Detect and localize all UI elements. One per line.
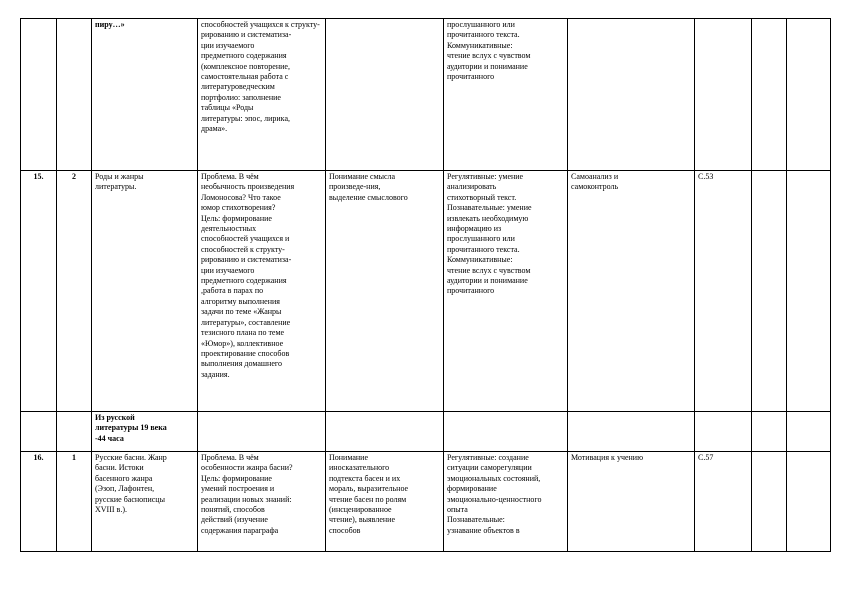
table-row (21, 171, 831, 412)
lesson-number (21, 412, 57, 452)
personal-results (568, 19, 695, 171)
empty-cell (787, 412, 831, 452)
lesson-topic: Роды и жанры литературы. (92, 171, 198, 412)
subject-results: Понимание смысла произведе-ния, выделение смыслового (326, 171, 444, 412)
lesson-topic: Русские басни. Жанр басни. Истоки басенного жанра (Эзоп, Лафонтен, русские баснописцы XVIII в.). (92, 452, 198, 552)
subject-results: Понимание иносказательного подтекста басен и их мораль, выразительное чтение басен по ролям (инсценированное чтение), выявление способов (326, 452, 444, 552)
lesson-content: способностей учащихся к структу- рированию и систематиза- ции изучаемого предметного содержания (комплексное повторение, самостоятельная работа с литературоведческим портфолио: заполнение таблицы «Роды литературы: эпос, лирика, драма». (198, 19, 326, 171)
personal-results: Самоанализ и самоконтроль (568, 171, 695, 412)
metasubject-results (444, 412, 568, 452)
lesson-content: Проблема. В чём необычность произведения Ломоносова? Что такое юмор стихотворения? Цель: формирование деятельностных способностей учащихся и способностей к структу- рированию и систематиза- ции изучаемого предметного содержания ,работа в парах по алгоритму выполнения задачи по теме «Жанры литературы», составление тезисного плана по теме «Юмор»), коллективное проектирование способов выполнения домашнего задания. (198, 171, 326, 412)
empty-cell (752, 19, 787, 171)
empty-cell (787, 19, 831, 171)
lesson-topic: пиру…» (92, 19, 198, 171)
empty-cell (752, 171, 787, 412)
lesson-number (21, 19, 57, 171)
empty-cell (752, 412, 787, 452)
empty-cell (787, 452, 831, 552)
metasubject-results: Регулятивные: умение анализировать стихотворный текст. Познавательные: умение извлекать необходимую информацию из прослушанного или прочитанного текста. Коммуникативные: чтение вслух с чувством аудитории и понимание прочитанного (444, 171, 568, 412)
metasubject-results: прослушанного или прочитанного текста. Коммуникативные: чтение вслух с чувством аудитории и понимание прочитанного (444, 19, 568, 171)
lesson-hours: 2 (57, 171, 92, 412)
personal-results (568, 412, 695, 452)
lesson-content: Проблема. В чём особенности жанра басни? Цель: формирование умений построения и реализации новых знаний: понятий, способов действий (изучение содержания параграфа (198, 452, 326, 552)
subject-results (326, 412, 444, 452)
table-row (21, 19, 831, 171)
subject-results (326, 19, 444, 171)
section-header-row (21, 412, 831, 452)
homework: С.57 (695, 452, 752, 552)
lesson-hours (57, 19, 92, 171)
empty-cell (752, 452, 787, 552)
lesson-number: 15. (21, 171, 57, 412)
homework (695, 412, 752, 452)
lesson-plan-table (20, 18, 831, 552)
personal-results: Мотивация к учению (568, 452, 695, 552)
metasubject-results: Регулятивные: создание ситуации саморегуляции эмоциональных состояний, формирование эмоционально-ценностного опыта Познавательные: узнавание объектов в (444, 452, 568, 552)
section-title: Из русской литературы 19 века -44 часа (92, 412, 198, 452)
lesson-content (198, 412, 326, 452)
lesson-number: 16. (21, 452, 57, 552)
empty-cell (787, 171, 831, 412)
table-row (21, 452, 831, 552)
lesson-hours: 1 (57, 452, 92, 552)
lesson-hours (57, 412, 92, 452)
homework: С.53 (695, 171, 752, 412)
homework (695, 19, 752, 171)
